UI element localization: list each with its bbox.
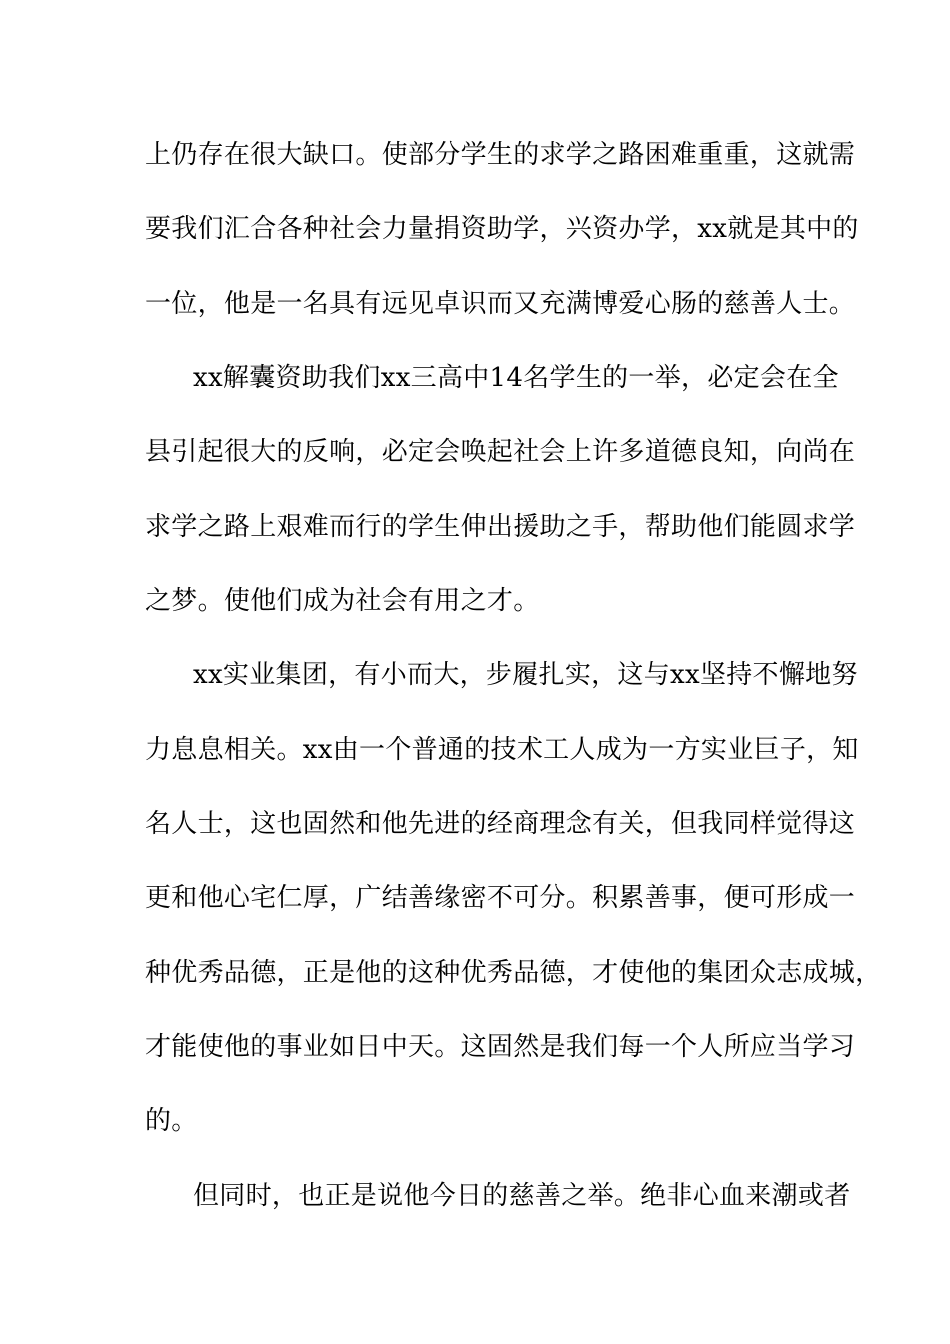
paragraph-3-line-2: 力息息相关。xx由一个普通的技术工人成为一方实业巨子，知 [145, 735, 859, 765]
paragraph-1-line-2: 要我们汇合各种社会力量捐资助学，兴资办学，xx就是其中的 [145, 214, 859, 244]
paragraph-3-line-1: xx实业集团，有小而大，步履扎实，这与xx坚持不懈地努 [193, 660, 858, 690]
paragraph-3-line-4: 更和他心宅仁厚，广结善缘密不可分。积累善事，便可形成一 [145, 883, 856, 913]
paragraph-3-line-7: 的。 [145, 1106, 198, 1136]
paragraph-1-line-3: 一位，他是一名具有远见卓识而又充满博爱心肠的慈善人士。 [145, 289, 856, 319]
paragraph-2-line-1: xx解囊资助我们xx三高中14名学生的一举，必定会在全 [193, 363, 839, 393]
paragraph-3-line-3: 名人士，这也固然和他先进的经商理念有关，但我同样觉得这 [145, 809, 856, 839]
paragraph-4-line-1: 但同时，也正是说他今日的慈善之举。绝非心血来潮或者 [193, 1181, 851, 1211]
paragraph-3-line-5: 种优秀品德，正是他的这种优秀品德，才使他的集团众志成城， [145, 958, 882, 988]
paragraph-2-line-2: 县引起很大的反响，必定会唤起社会上许多道德良知，向尚在 [145, 437, 856, 467]
paragraph-2-line-3: 求学之路上艰难而行的学生伸出援助之手，帮助他们能圆求学 [145, 512, 856, 542]
paragraph-3-line-6: 才能使他的事业如日中天。这固然是我们每一个人所应当学习 [145, 1032, 856, 1062]
paragraph-1-line-1: 上仍存在很大缺口。使部分学生的求学之路困难重重，这就需 [145, 140, 856, 170]
paragraph-2-line-4: 之梦。使他们成为社会有用之才。 [145, 586, 540, 616]
